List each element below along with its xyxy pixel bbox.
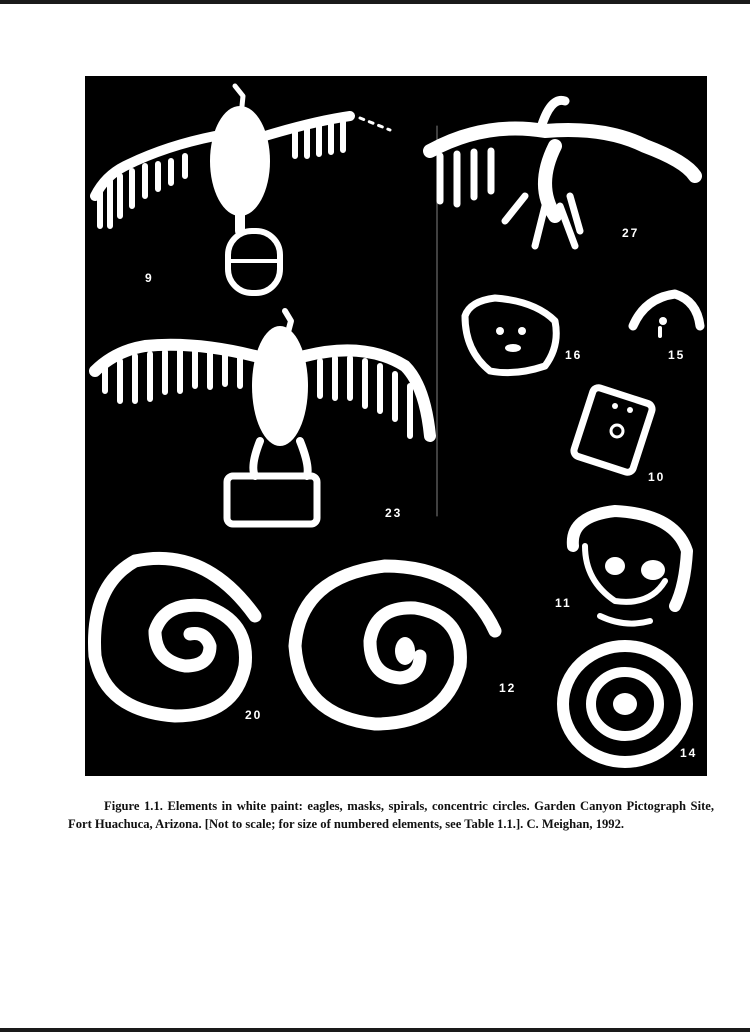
label-14: 14 (680, 746, 698, 760)
top-border (0, 0, 750, 4)
circles-14-drawing (563, 646, 687, 762)
label-11: 11 (555, 596, 572, 610)
pictograph-drawing (85, 76, 707, 776)
mask-10-drawing (572, 386, 653, 474)
spiral-20-drawing (95, 558, 256, 716)
mask-11-drawing (573, 511, 687, 624)
label-9: 9 (145, 271, 154, 285)
label-12: 12 (499, 681, 517, 695)
pictograph-figure (85, 76, 707, 776)
eagle-27-drawing (430, 100, 695, 246)
figure-caption: Figure 1.1. Elements in white paint: eagles, masks, spirals, concentric circles. Garden Canyon Pictograph Site, Fort Huachuca, Arizona. [Not to scale; for size of numbered elements, see Table 1.1.]. C. Meighan, 1992. (68, 799, 714, 831)
label-10: 10 (648, 470, 666, 484)
label-16: 16 (565, 348, 583, 362)
eagle-23-drawing (95, 311, 430, 524)
mask-15-drawing (633, 294, 700, 336)
spiral-12-drawing (295, 566, 495, 724)
label-27: 27 (622, 226, 640, 240)
mask-16-drawing (465, 298, 556, 373)
label-20: 20 (245, 708, 263, 722)
bottom-border (0, 1028, 750, 1032)
label-23: 23 (385, 506, 403, 520)
eagle-9-drawing (95, 86, 390, 293)
label-15: 15 (668, 348, 686, 362)
